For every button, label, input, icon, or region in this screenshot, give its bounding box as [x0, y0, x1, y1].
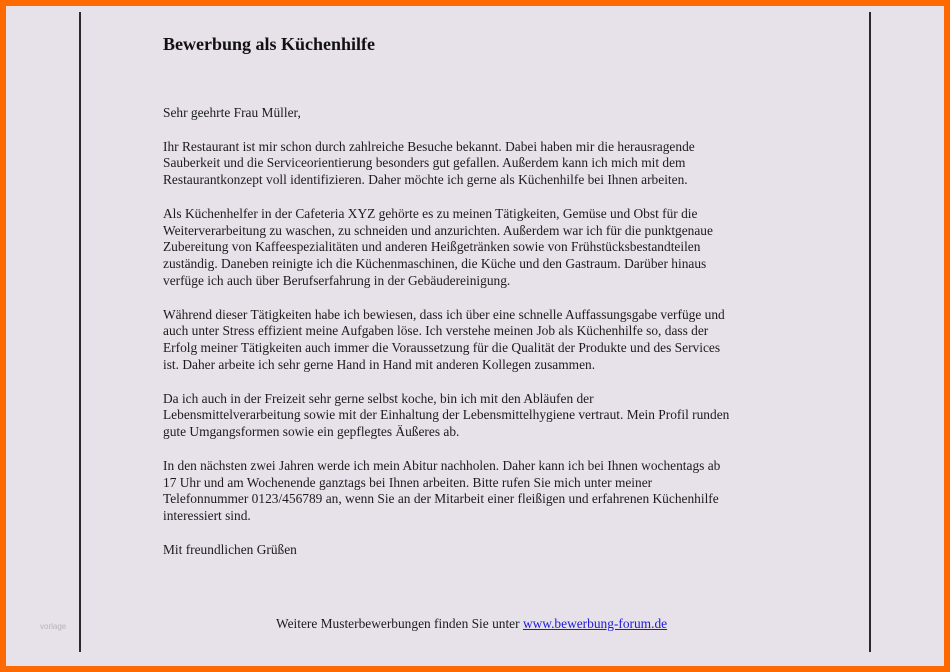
letter-body	[163, 105, 803, 575]
paragraph-1: Ihr Restaurant ist mir schon durch zahlreiche Besuche bekannt. Dabei haben mir die herausragende Sauberkeit und die Serviceorientierung besonders gut gefallen. Außerdem kann ich mich mit dem Restaurantkonzept voll identifizieren. Daher möchte ich gerne als Küchenhilfe bei Ihnen arbeiten.	[163, 138, 695, 188]
closing: Mit freundlichen Grüßen	[163, 541, 297, 557]
right-margin-line	[869, 12, 871, 652]
watermark: vorlage	[40, 622, 67, 631]
document-title: Bewerbung als Küchenhilfe	[163, 34, 376, 54]
paragraph-3: Während dieser Tätigkeiten habe ich bewiesen, dass ich über eine schnelle Auffassungsgabe verfüge und auch unter Stress effizient meine Aufgaben löse. Ich verstehe meinen Job als Küchenhilfe so, dass der Erfolg meiner Tätigkeiten auch immer die Voraussetzung für die Qualität der Produkte und des Services ist. Daher arbeite ich sehr gerne Hand in Hand mit anderen Kollegen zusammen.	[163, 306, 725, 372]
footer-link[interactable]: www.bewerbung-forum.de	[522, 616, 668, 631]
paragraph-5: In den nächsten zwei Jahren werde ich mein Abitur nachholen. Daher kann ich bei Ihnen wochentags ab 17 Uhr und am Wochenende ganztags bei Ihnen arbeiten. Bitte rufen Sie mich unter meiner Telefonnummer 0123/456789 an, wenn Sie an der Mitarbeit einer fleißigen und erfahrenen Küchenhilfe interessiert sind.	[163, 457, 721, 524]
salutation: Sehr geehrte Frau Müller,	[163, 105, 301, 120]
paragraph-4: Da ich auch in der Freizeit sehr gerne selbst koche, bin ich mit den Abläufen der Lebensmittelverarbeitung sowie mit der Einhaltung der Lebensmittelhygiene vertraut. Mein Profil runden gute Umgangsformen sowie ein gepflegtes Äußeres ab.	[163, 390, 730, 440]
paragraph-2: Als Küchenhelfer in der Cafeteria XYZ gehörte es zu meinen Tätigkeiten, Gemüse und Obst für die Weiterverarbeitung zu waschen, zu schneiden und anzurichten. Außerdem war ich für die punktgenaue Zubereitung von Kaffeespezialitäten und anderen Heißgetränken sowie von Frühstücksbestandteilen zuständig. Daneben reinigte ich die Küchenmaschinen, die Küche und den Gastraum. Darüber hinaus verfüge ich auch über Berufserfahrung in der Gebäudereinigung.	[163, 205, 713, 288]
left-margin-line	[79, 12, 81, 652]
footer-note	[276, 616, 667, 632]
footer-text: Weitere Musterbewerbungen finden Sie unter	[276, 616, 523, 631]
document-page	[6, 6, 944, 666]
